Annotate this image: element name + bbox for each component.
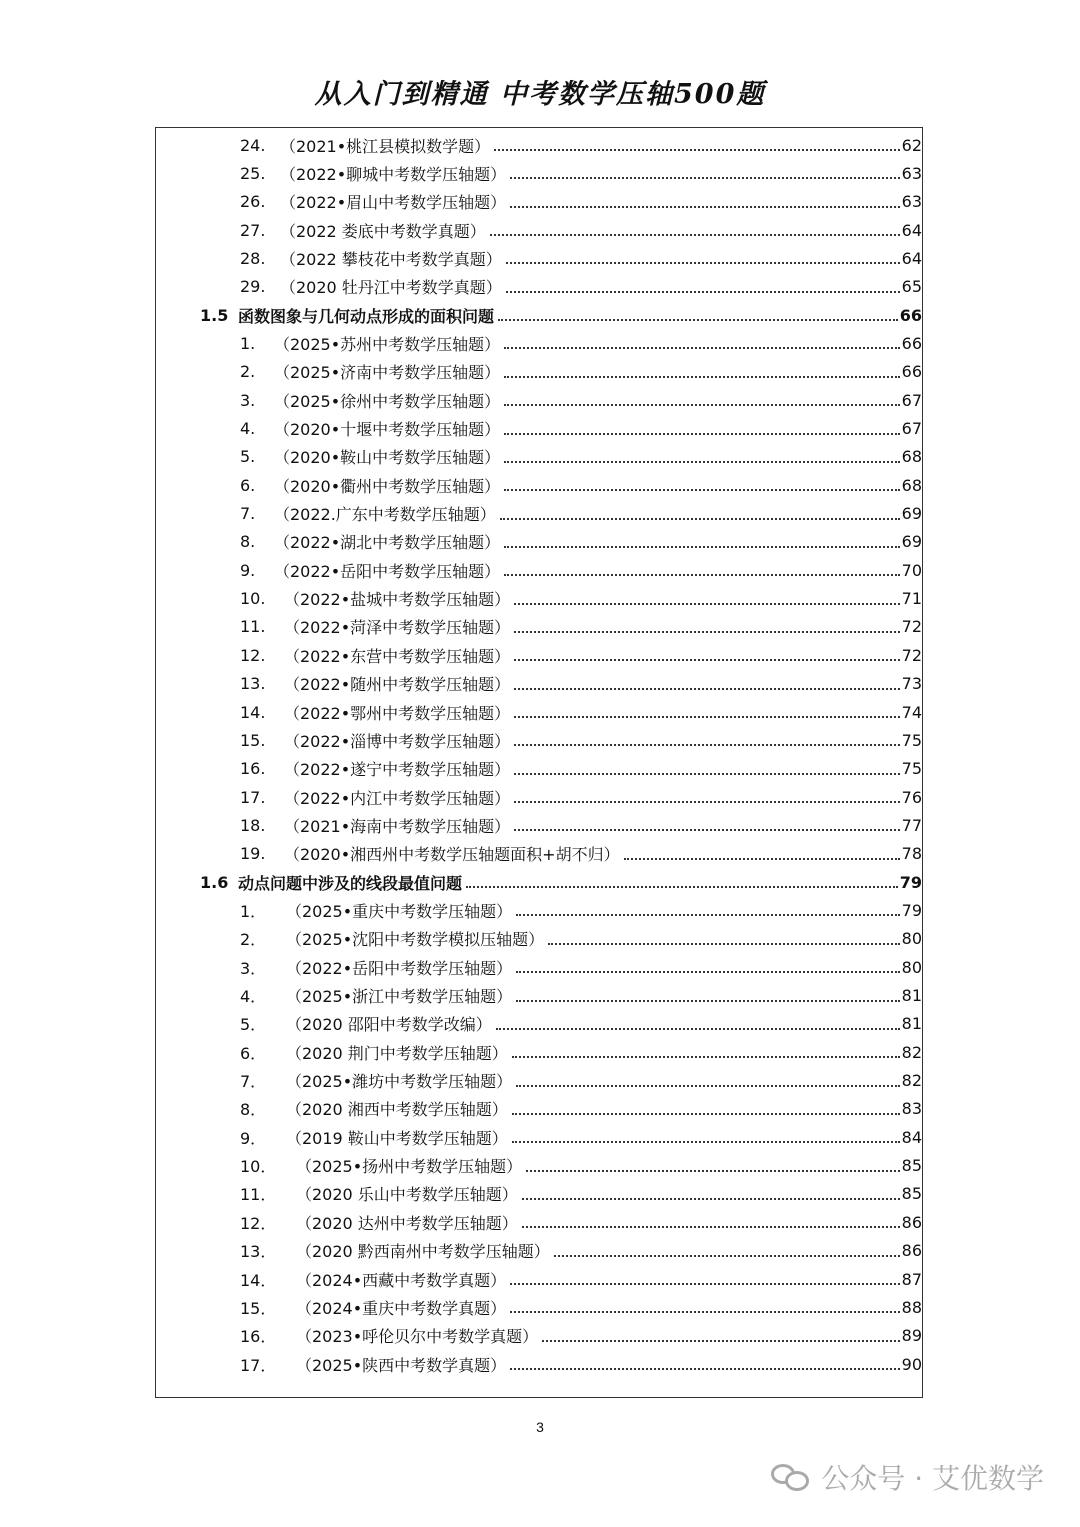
entry-title: （2022•遂宁中考数学压轴题）: [284, 760, 511, 780]
entry-title: （2020•湘西州中考数学压轴题面积+胡不归）: [284, 845, 620, 865]
entry-number: 4．: [240, 987, 267, 1006]
entry-number: 8．: [240, 1100, 267, 1120]
entry-page: 62: [901, 135, 922, 155]
entry-number: 1.6: [200, 872, 229, 892]
dot-leader: [512, 1141, 900, 1143]
dot-leader: [504, 574, 899, 576]
entry-number: 18.: [240, 815, 266, 835]
entry-number: 13．: [240, 1242, 277, 1262]
dot-leader: [514, 801, 899, 803]
toc-entry[interactable]: [240, 1010, 922, 1038]
entry-number: 11.: [240, 617, 266, 637]
dot-leader: [506, 291, 900, 293]
dot-leader: [542, 1340, 899, 1342]
entry-number: 3．: [240, 958, 267, 978]
entry-title: （2020•十堰中考数学压轴题）: [274, 420, 501, 439]
entry-page: 75: [901, 730, 922, 750]
entry-number: 10.: [240, 589, 266, 609]
entry-number: 5．: [240, 1015, 267, 1035]
entry-title: （2022 攀枝花中考数学真题）: [280, 249, 502, 269]
entry-title: （2022•内江中考数学压轴题）: [284, 788, 511, 808]
entry-number: 6．: [240, 1043, 267, 1063]
toc-entry[interactable]: [240, 1123, 922, 1151]
entry-page: 90: [901, 1354, 922, 1374]
entry-number: 15.: [240, 730, 266, 750]
entry-title: （2022•聊城中考数学压轴题）: [280, 164, 507, 184]
entry-page: 73: [901, 674, 922, 694]
entry-title: （2025•徐州中考数学压轴题）: [274, 391, 501, 411]
entry-title: （2020•鞍山中考数学压轴题）: [274, 448, 501, 468]
toc-entry[interactable]: [240, 1350, 922, 1378]
dot-leader: [504, 489, 899, 491]
entry-page: 78: [901, 844, 922, 864]
entry-page: 84: [901, 1127, 922, 1147]
dot-leader: [514, 659, 899, 661]
entry-page: 63: [901, 163, 922, 183]
toc-entry[interactable]: [240, 471, 922, 499]
dot-leader: [504, 461, 899, 463]
entry-page: 67: [901, 390, 922, 410]
entry-title: （2025•陕西中考数学真题）: [296, 1355, 507, 1375]
dot-leader: [554, 1255, 900, 1257]
toc-entry[interactable]: [240, 1293, 922, 1321]
toc-section[interactable]: [200, 301, 922, 329]
entry-number: 8.: [240, 532, 256, 552]
dot-leader: [510, 1283, 899, 1285]
entry-page: 79: [901, 900, 922, 920]
toc-entry[interactable]: [240, 131, 922, 159]
toc-entry[interactable]: [240, 641, 922, 669]
entry-page: 76: [901, 787, 922, 807]
dot-leader: [500, 518, 900, 520]
entry-page: 75: [901, 759, 922, 779]
entry-title: （2020 邵阳中考数学改编）: [286, 1015, 492, 1035]
entry-title: （2022•鄂州中考数学压轴题）: [284, 703, 511, 723]
dot-leader: [504, 347, 899, 349]
entry-title: （2025•重庆中考数学压轴题）: [286, 901, 513, 921]
toc-entry[interactable]: [240, 1208, 922, 1236]
toc-entry[interactable]: [240, 216, 922, 244]
entry-number: 13.: [240, 674, 266, 694]
dot-leader: [512, 1113, 900, 1115]
entry-number: 3.: [240, 390, 256, 410]
entry-number: 4.: [240, 419, 256, 438]
entry-title: （2020•衢州中考数学压轴题）: [274, 476, 501, 496]
dot-leader: [514, 773, 899, 775]
toc-entry[interactable]: [240, 1038, 922, 1066]
entry-page: 66: [901, 333, 922, 353]
entry-number: 29.: [240, 277, 266, 297]
toc-entry[interactable]: [240, 500, 922, 528]
entry-title: （2022•菏泽中考数学压轴题）: [284, 618, 511, 638]
toc-entry[interactable]: [240, 358, 922, 386]
entry-number: 1.: [240, 333, 256, 353]
toc-entry[interactable]: [240, 783, 922, 811]
entry-title: （2020 黔西南州中考数学压轴题）: [296, 1242, 550, 1262]
entry-number: 26.: [240, 192, 266, 212]
entry-page: 80: [901, 957, 922, 977]
entry-number: 5.: [240, 447, 256, 467]
entry-title: （2020 湘西中考数学压轴题）: [286, 1100, 508, 1120]
dot-leader: [514, 688, 899, 690]
dot-leader: [514, 603, 899, 605]
dot-leader: [466, 886, 898, 888]
entry-page: 80: [901, 929, 922, 949]
entry-page: 64: [901, 248, 922, 268]
entry-title: （2022•岳阳中考数学压轴题）: [286, 958, 513, 978]
entry-title: （2025•潍坊中考数学压轴题）: [286, 1072, 513, 1092]
entry-title: （2019 鞍山中考数学压轴题）: [286, 1128, 508, 1148]
entry-number: 1．: [240, 901, 267, 921]
toc-entry[interactable]: [240, 1265, 922, 1293]
entry-page: 86: [901, 1241, 922, 1261]
entry-number: 10．: [240, 1157, 277, 1177]
entry-title: （2022•随州中考数学压轴题）: [284, 675, 511, 695]
entry-page: 72: [901, 645, 922, 665]
entry-page: 69: [901, 504, 922, 524]
toc-entry[interactable]: [240, 528, 922, 556]
entry-title: （2025•苏州中考数学压轴题）: [274, 334, 501, 354]
toc-entry[interactable]: [240, 415, 922, 443]
entry-page: 70: [901, 560, 922, 580]
entry-page: 77: [901, 815, 922, 835]
dot-leader: [496, 1028, 900, 1030]
entry-title: （2020 牡丹江中考数学真题）: [280, 278, 502, 298]
entry-page: 81: [901, 1014, 922, 1034]
entry-page: 69: [901, 532, 922, 552]
wechat-icon: [771, 1462, 811, 1492]
toc-entry[interactable]: [240, 273, 922, 301]
toc-entry[interactable]: [240, 585, 922, 613]
entry-page: 72: [901, 617, 922, 637]
toc-entry[interactable]: [240, 386, 922, 414]
entry-page: 81: [901, 986, 922, 1005]
dot-leader: [516, 1085, 899, 1087]
entry-page: 85: [901, 1156, 922, 1176]
entry-title: （2022.广东中考数学压轴题）: [274, 505, 496, 525]
watermark: [771, 1457, 1044, 1497]
dot-leader: [522, 1198, 900, 1200]
entry-number: 6.: [240, 475, 256, 495]
entry-number: 25.: [240, 163, 266, 183]
toc-entry[interactable]: [240, 443, 922, 471]
entry-number: 11．: [240, 1185, 277, 1205]
toc-entry[interactable]: [240, 726, 922, 754]
toc-entry[interactable]: [240, 244, 922, 272]
entry-page: 83: [901, 1099, 922, 1119]
entry-title: （2024•重庆中考数学真题）: [296, 1298, 507, 1318]
dot-leader: [514, 744, 899, 746]
dot-leader: [516, 914, 899, 916]
entry-number: 24.: [240, 135, 266, 155]
dot-leader: [510, 1368, 899, 1370]
toc-entry[interactable]: [240, 1095, 922, 1123]
entry-page: 88: [901, 1297, 922, 1317]
entry-page: 85: [901, 1184, 922, 1204]
entry-page: 82: [901, 1042, 922, 1062]
entry-page: 65: [901, 277, 922, 297]
entry-number: 1.5: [200, 305, 229, 325]
toc-entry[interactable]: [240, 613, 922, 641]
entry-page: 74: [901, 702, 922, 722]
dot-leader: [498, 319, 898, 321]
entry-title: （2022•湖北中考数学压轴题）: [274, 533, 501, 553]
toc-entry[interactable]: [240, 556, 922, 584]
entry-number: 17．: [240, 1355, 277, 1375]
entry-page: 68: [901, 475, 922, 495]
entry-number: 12．: [240, 1213, 277, 1233]
dot-leader: [504, 546, 899, 548]
entry-number: 17.: [240, 787, 266, 807]
entry-title: （2022•盐城中考数学压轴题）: [284, 590, 511, 610]
dot-leader: [490, 234, 900, 236]
entry-page: 82: [901, 1071, 922, 1091]
toc-entry[interactable]: [240, 925, 922, 953]
entry-number: 16.: [240, 759, 266, 779]
entry-page: 89: [901, 1326, 922, 1346]
toc-entry[interactable]: [240, 1152, 922, 1180]
entry-title: （2025•扬州中考数学压轴题）: [296, 1157, 523, 1177]
dot-leader: [522, 1226, 900, 1228]
entry-title: （2024•西藏中考数学真题）: [296, 1270, 507, 1290]
dot-leader: [516, 1000, 899, 1002]
entry-number: 2.: [240, 362, 256, 382]
dot-leader: [506, 262, 900, 264]
entry-title: （2023•呼伦贝尔中考数学真题）: [296, 1327, 539, 1347]
entry-page: 68: [901, 447, 922, 467]
entry-title: （2021•海南中考数学压轴题）: [284, 816, 511, 836]
entry-title: 函数图象与几何动点形成的面积问题: [238, 306, 495, 326]
dot-leader: [514, 631, 899, 633]
dot-leader: [510, 206, 899, 208]
entry-number: 14．: [240, 1270, 277, 1290]
toc-entry[interactable]: [240, 811, 922, 839]
entry-page: 64: [901, 220, 922, 240]
dot-leader: [548, 943, 899, 945]
entry-title: （2020 荆门中考数学压轴题）: [286, 1043, 508, 1063]
dot-leader: [504, 404, 899, 406]
entry-number: 7.: [240, 504, 256, 524]
entry-title: （2022•淄博中考数学压轴题）: [284, 731, 511, 751]
dot-leader: [504, 376, 899, 378]
entry-page: 79: [899, 872, 922, 892]
page-header: 从入门到精通 中考数学压轴500题: [314, 79, 766, 110]
entry-page: 67: [901, 419, 922, 438]
entry-title: 动点问题中涉及的线段最值问题: [238, 873, 463, 893]
entry-title: （2022•岳阳中考数学压轴题）: [274, 561, 501, 581]
entry-number: 15．: [240, 1298, 277, 1318]
toc-entry[interactable]: [240, 670, 922, 698]
toc-entry[interactable]: [240, 1237, 922, 1265]
dot-leader: [516, 971, 899, 973]
entry-number: 19.: [240, 844, 266, 864]
toc-entry[interactable]: [240, 896, 922, 924]
toc-entry[interactable]: [240, 698, 922, 726]
entry-number: 7．: [240, 1072, 267, 1092]
toc-entry[interactable]: [240, 953, 922, 981]
entry-title: （2025•浙江中考数学压轴题）: [286, 987, 513, 1006]
page-number: 3: [536, 1419, 544, 1435]
dot-leader: [514, 716, 899, 718]
dot-leader: [514, 829, 899, 831]
toc-entry[interactable]: [240, 1322, 922, 1350]
entry-page: 71: [901, 589, 922, 609]
dot-leader: [504, 433, 899, 435]
toc-section[interactable]: [200, 868, 922, 896]
entry-title: （2022 娄底中考数学真题）: [280, 221, 486, 241]
entry-page: 63: [901, 192, 922, 212]
watermark-text: 公众号 · 艾优数学: [821, 1462, 1044, 1495]
toc-entry[interactable]: [240, 1067, 922, 1095]
entry-title: （2021•桃江县模拟数学题）: [280, 136, 491, 156]
entry-number: 12.: [240, 645, 266, 665]
entry-title: （2025•济南中考数学压轴题）: [274, 363, 501, 383]
dot-leader: [526, 1170, 899, 1172]
entry-title: （2022•眉山中考数学压轴题）: [280, 193, 507, 213]
entry-title: （2022•东营中考数学压轴题）: [284, 646, 511, 666]
dot-leader: [510, 177, 899, 179]
toc-entry[interactable]: [240, 755, 922, 783]
dot-leader: [510, 1311, 899, 1313]
entry-page: 87: [901, 1269, 922, 1289]
entry-number: 9.: [240, 560, 256, 580]
dot-leader: [494, 149, 899, 151]
entry-number: 14.: [240, 702, 266, 722]
toc-entry[interactable]: [240, 840, 922, 868]
entry-number: 2．: [240, 930, 267, 950]
toc-entry[interactable]: [240, 329, 922, 357]
toc-entry[interactable]: [240, 982, 922, 1010]
entry-title: （2020 达州中考数学压轴题）: [296, 1213, 518, 1233]
dot-leader: [512, 1056, 900, 1058]
dot-leader: [624, 858, 900, 860]
entry-page: 66: [901, 362, 922, 382]
entry-title: （2025•沈阳中考数学模拟压轴题）: [286, 930, 545, 950]
entry-page: 86: [901, 1212, 922, 1232]
entry-number: 16．: [240, 1327, 277, 1347]
entry-number: 28.: [240, 248, 266, 268]
entry-number: 27.: [240, 220, 266, 240]
entry-title: （2020 乐山中考数学压轴题）: [296, 1185, 518, 1205]
entry-number: 9．: [240, 1128, 267, 1148]
toc-entry[interactable]: [240, 159, 922, 187]
toc-entry[interactable]: [240, 1180, 922, 1208]
entry-page: 66: [899, 305, 922, 325]
toc-entry[interactable]: [240, 188, 922, 216]
